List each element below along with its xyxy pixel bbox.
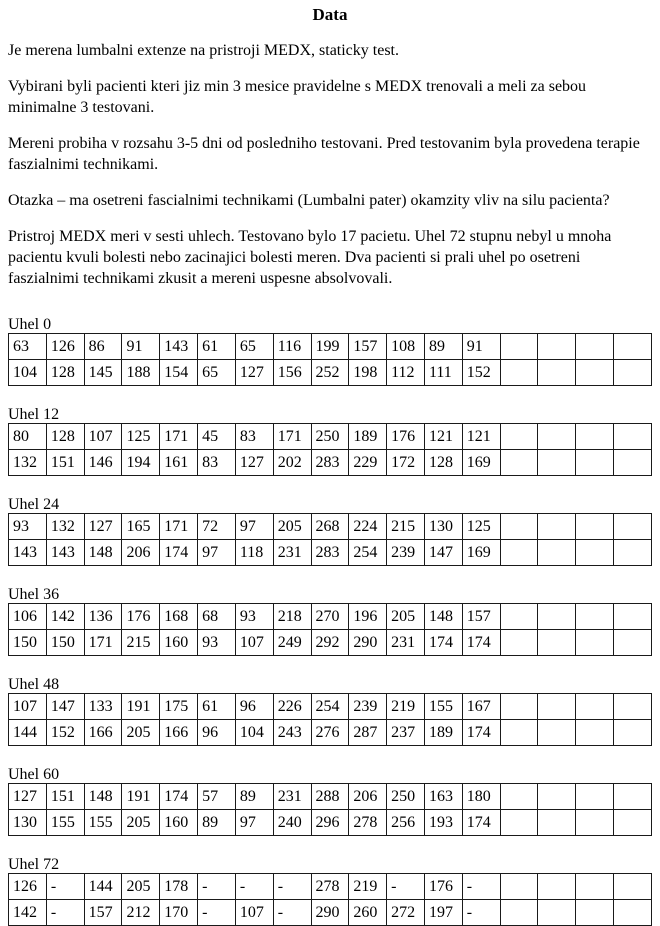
table-cell bbox=[500, 694, 538, 720]
table-cell bbox=[576, 810, 614, 836]
table-cell: 174 bbox=[462, 720, 500, 746]
table-cell: 171 bbox=[273, 424, 311, 450]
table-cell bbox=[500, 900, 538, 926]
table-cell: - bbox=[273, 900, 311, 926]
table-cell: 157 bbox=[349, 334, 387, 360]
table-cell bbox=[538, 720, 576, 746]
table-cell: 125 bbox=[122, 424, 160, 450]
table-row bbox=[9, 604, 652, 630]
table-cell: 239 bbox=[349, 694, 387, 720]
table-label: Uhel 0 bbox=[8, 316, 52, 333]
table-label: Uhel 24 bbox=[8, 496, 60, 513]
angle-table-section bbox=[8, 317, 652, 386]
paragraph-device-details: Pristroj MEDX meri v sesti uhlech. Testovano bylo 17 pacietu. Uhel 72 stupnu nebyl u mnoha pacientu kvuli bolesti nebo zacinajici bolesti meren. Dva pacienti si prali uhel po osetreni faszialnimi technikami zkusit a mereni uspesne absolvovali. bbox=[8, 228, 612, 287]
table-cell: 163 bbox=[424, 784, 462, 810]
table-cell: 128 bbox=[46, 360, 84, 386]
paragraph-intro: Je merena lumbalni extenze na pristroji MEDX, staticky test. bbox=[8, 42, 399, 59]
table-cell bbox=[614, 784, 652, 810]
measurement-table bbox=[8, 603, 652, 656]
table-cell: 215 bbox=[387, 514, 425, 540]
table-cell bbox=[500, 360, 538, 386]
table-cell: 231 bbox=[273, 784, 311, 810]
table-cell: 155 bbox=[84, 810, 122, 836]
table-cell: 144 bbox=[9, 720, 47, 746]
table-label: Uhel 12 bbox=[8, 406, 60, 423]
table-cell: 61 bbox=[198, 334, 236, 360]
table-cell bbox=[500, 424, 538, 450]
table-cell: 126 bbox=[9, 874, 47, 900]
table-cell: 107 bbox=[235, 630, 273, 656]
table-cell: 143 bbox=[46, 540, 84, 566]
table-cell: 143 bbox=[160, 334, 198, 360]
table-cell: 224 bbox=[349, 514, 387, 540]
table-cell: 157 bbox=[84, 900, 122, 926]
table-cell: 96 bbox=[198, 720, 236, 746]
table-cell: 292 bbox=[311, 630, 349, 656]
table-cell bbox=[538, 630, 576, 656]
table-cell bbox=[538, 784, 576, 810]
table-cell: - bbox=[198, 900, 236, 926]
table-cell: 231 bbox=[273, 540, 311, 566]
table-cell: 160 bbox=[160, 630, 198, 656]
table-cell: 112 bbox=[387, 360, 425, 386]
table-cell: 86 bbox=[84, 334, 122, 360]
table-cell: 128 bbox=[424, 450, 462, 476]
table-cell bbox=[576, 874, 614, 900]
table-cell: 91 bbox=[122, 334, 160, 360]
table-cell: 172 bbox=[387, 450, 425, 476]
table-cell: 174 bbox=[160, 540, 198, 566]
table-cell bbox=[576, 694, 614, 720]
table-cell: 260 bbox=[349, 900, 387, 926]
table-cell bbox=[500, 540, 538, 566]
table-cell: 108 bbox=[387, 334, 425, 360]
table-cell: 194 bbox=[122, 450, 160, 476]
table-cell bbox=[614, 514, 652, 540]
table-cell: 272 bbox=[387, 900, 425, 926]
table-cell: 121 bbox=[424, 424, 462, 450]
table-cell: 205 bbox=[122, 720, 160, 746]
table-cell: 154 bbox=[160, 360, 198, 386]
table-cell bbox=[576, 424, 614, 450]
table-cell: 191 bbox=[122, 784, 160, 810]
table-cell: 93 bbox=[235, 604, 273, 630]
table-cell: 80 bbox=[9, 424, 47, 450]
table-cell: 93 bbox=[198, 630, 236, 656]
table-cell: 240 bbox=[273, 810, 311, 836]
table-cell: 155 bbox=[424, 694, 462, 720]
table-cell: 205 bbox=[273, 514, 311, 540]
table-cell: 147 bbox=[46, 694, 84, 720]
table-cell: 215 bbox=[122, 630, 160, 656]
table-cell: - bbox=[462, 874, 500, 900]
table-cell: 188 bbox=[122, 360, 160, 386]
table-cell bbox=[538, 874, 576, 900]
table-cell: 296 bbox=[311, 810, 349, 836]
measurement-table bbox=[8, 783, 652, 836]
table-cell: 193 bbox=[424, 810, 462, 836]
table-cell: 202 bbox=[273, 450, 311, 476]
table-cell: 118 bbox=[235, 540, 273, 566]
table-cell: 83 bbox=[198, 450, 236, 476]
table-cell bbox=[500, 874, 538, 900]
angle-table-section bbox=[8, 497, 652, 566]
table-cell: 161 bbox=[160, 450, 198, 476]
table-cell: - bbox=[387, 874, 425, 900]
table-cell bbox=[614, 334, 652, 360]
table-cell: 145 bbox=[84, 360, 122, 386]
measurement-table bbox=[8, 423, 652, 476]
angle-table-section bbox=[8, 767, 652, 836]
table-cell: 178 bbox=[160, 874, 198, 900]
table-cell: 106 bbox=[9, 604, 47, 630]
table-cell: 191 bbox=[122, 694, 160, 720]
table-cell bbox=[576, 630, 614, 656]
table-cell: 89 bbox=[424, 334, 462, 360]
table-cell: 219 bbox=[349, 874, 387, 900]
table-cell: 116 bbox=[273, 334, 311, 360]
table-cell: 171 bbox=[160, 514, 198, 540]
table-cell: 107 bbox=[84, 424, 122, 450]
table-cell: 125 bbox=[462, 514, 500, 540]
table-cell: 83 bbox=[235, 424, 273, 450]
table-cell: 65 bbox=[235, 334, 273, 360]
table-cell: 250 bbox=[387, 784, 425, 810]
table-cell: 237 bbox=[387, 720, 425, 746]
table-cell bbox=[576, 450, 614, 476]
table-cell: 65 bbox=[198, 360, 236, 386]
table-cell: 151 bbox=[46, 450, 84, 476]
table-cell: 146 bbox=[84, 450, 122, 476]
table-cell bbox=[576, 360, 614, 386]
table-row bbox=[9, 334, 652, 360]
table-cell: 239 bbox=[387, 540, 425, 566]
table-cell: 189 bbox=[349, 424, 387, 450]
table-cell: 254 bbox=[349, 540, 387, 566]
table-cell bbox=[538, 540, 576, 566]
table-cell: 97 bbox=[198, 540, 236, 566]
table-cell bbox=[576, 720, 614, 746]
table-cell: 133 bbox=[84, 694, 122, 720]
table-cell: 171 bbox=[160, 424, 198, 450]
table-cell bbox=[614, 540, 652, 566]
table-cell: 97 bbox=[235, 514, 273, 540]
table-row bbox=[9, 424, 652, 450]
table-cell: 176 bbox=[122, 604, 160, 630]
table-cell: 156 bbox=[273, 360, 311, 386]
table-label: Uhel 60 bbox=[8, 766, 60, 783]
table-cell bbox=[576, 784, 614, 810]
paragraph-measurement-procedure: Mereni probiha v rozsahu 3-5 dni od posledniho testovani. Pred testovanim byla provedena terapie faszialnimi technikami. bbox=[8, 135, 640, 173]
table-cell: 97 bbox=[235, 810, 273, 836]
measurement-table bbox=[8, 333, 652, 386]
table-cell: 168 bbox=[160, 604, 198, 630]
table-cell bbox=[500, 334, 538, 360]
table-cell bbox=[500, 604, 538, 630]
table-cell bbox=[614, 874, 652, 900]
table-cell: 180 bbox=[462, 784, 500, 810]
table-cell: 130 bbox=[9, 810, 47, 836]
table-cell: 206 bbox=[122, 540, 160, 566]
table-cell bbox=[576, 900, 614, 926]
table-cell: 169 bbox=[462, 450, 500, 476]
table-cell: 127 bbox=[235, 450, 273, 476]
paragraph-research-question: Otazka – ma osetreni fascialnimi technikami (Lumbalni pater) okamzity vliv na silu pacienta? bbox=[8, 192, 610, 209]
table-cell: 68 bbox=[198, 604, 236, 630]
measurement-table bbox=[8, 693, 652, 746]
table-cell: 151 bbox=[46, 784, 84, 810]
table-cell: 249 bbox=[273, 630, 311, 656]
table-cell: 165 bbox=[122, 514, 160, 540]
table-cell bbox=[500, 514, 538, 540]
table-cell bbox=[500, 784, 538, 810]
table-cell: 61 bbox=[198, 694, 236, 720]
table-cell: 148 bbox=[84, 784, 122, 810]
table-cell: 107 bbox=[9, 694, 47, 720]
table-cell bbox=[538, 810, 576, 836]
table-cell: 128 bbox=[46, 424, 84, 450]
table-cell bbox=[538, 424, 576, 450]
table-cell: 219 bbox=[387, 694, 425, 720]
table-cell: 166 bbox=[160, 720, 198, 746]
table-cell: 290 bbox=[349, 630, 387, 656]
table-cell: 268 bbox=[311, 514, 349, 540]
table-cell: 252 bbox=[311, 360, 349, 386]
table-cell: 205 bbox=[122, 874, 160, 900]
table-cell: 130 bbox=[424, 514, 462, 540]
table-cell bbox=[576, 540, 614, 566]
table-cell: - bbox=[273, 874, 311, 900]
table-row bbox=[9, 450, 652, 476]
table-cell bbox=[614, 604, 652, 630]
table-cell: 212 bbox=[122, 900, 160, 926]
table-cell: 189 bbox=[424, 720, 462, 746]
table-cell: 218 bbox=[273, 604, 311, 630]
table-cell bbox=[500, 810, 538, 836]
table-cell bbox=[576, 514, 614, 540]
table-cell: 45 bbox=[198, 424, 236, 450]
table-cell: 150 bbox=[9, 630, 47, 656]
table-cell: 243 bbox=[273, 720, 311, 746]
angle-table-section bbox=[8, 407, 652, 476]
table-cell: - bbox=[235, 874, 273, 900]
table-cell: 231 bbox=[387, 630, 425, 656]
table-cell: 107 bbox=[235, 900, 273, 926]
table-cell bbox=[614, 694, 652, 720]
table-cell: 199 bbox=[311, 334, 349, 360]
table-cell: 174 bbox=[160, 784, 198, 810]
table-cell: 171 bbox=[84, 630, 122, 656]
table-cell: 144 bbox=[84, 874, 122, 900]
table-cell bbox=[538, 334, 576, 360]
table-cell: 63 bbox=[9, 334, 47, 360]
table-cell bbox=[614, 360, 652, 386]
table-cell: 148 bbox=[84, 540, 122, 566]
table-cell: 104 bbox=[9, 360, 47, 386]
table-label: Uhel 36 bbox=[8, 586, 60, 603]
table-cell: 127 bbox=[84, 514, 122, 540]
table-cell: 91 bbox=[462, 334, 500, 360]
table-row bbox=[9, 784, 652, 810]
table-cell bbox=[538, 514, 576, 540]
table-cell: 157 bbox=[462, 604, 500, 630]
table-cell bbox=[576, 334, 614, 360]
table-cell: 278 bbox=[311, 874, 349, 900]
table-row bbox=[9, 630, 652, 656]
table-cell: 288 bbox=[311, 784, 349, 810]
table-cell: 198 bbox=[349, 360, 387, 386]
table-row bbox=[9, 514, 652, 540]
table-cell: 283 bbox=[311, 450, 349, 476]
table-cell: 174 bbox=[462, 810, 500, 836]
table-cell: 167 bbox=[462, 694, 500, 720]
table-cell: 270 bbox=[311, 604, 349, 630]
table-cell: 72 bbox=[198, 514, 236, 540]
table-cell bbox=[614, 450, 652, 476]
table-cell: 127 bbox=[9, 784, 47, 810]
table-cell: 176 bbox=[424, 874, 462, 900]
table-cell: 276 bbox=[311, 720, 349, 746]
table-cell: 290 bbox=[311, 900, 349, 926]
measurement-table bbox=[8, 873, 652, 926]
table-cell bbox=[614, 630, 652, 656]
table-cell bbox=[538, 604, 576, 630]
table-cell: 148 bbox=[424, 604, 462, 630]
measurement-table bbox=[8, 513, 652, 566]
table-cell: 196 bbox=[349, 604, 387, 630]
table-cell: 152 bbox=[46, 720, 84, 746]
table-cell: 142 bbox=[9, 900, 47, 926]
table-cell: 126 bbox=[46, 334, 84, 360]
table-cell: 278 bbox=[349, 810, 387, 836]
table-cell: 254 bbox=[311, 694, 349, 720]
table-cell: 96 bbox=[235, 694, 273, 720]
table-cell: 226 bbox=[273, 694, 311, 720]
table-cell: 132 bbox=[9, 450, 47, 476]
table-cell: 136 bbox=[84, 604, 122, 630]
table-cell: 127 bbox=[235, 360, 273, 386]
table-cell: 89 bbox=[235, 784, 273, 810]
table-cell bbox=[614, 424, 652, 450]
table-row bbox=[9, 694, 652, 720]
angle-table-section bbox=[8, 677, 652, 746]
data-tables-container bbox=[8, 317, 652, 926]
table-cell: 205 bbox=[122, 810, 160, 836]
table-cell bbox=[500, 720, 538, 746]
table-cell: 166 bbox=[84, 720, 122, 746]
table-cell: 104 bbox=[235, 720, 273, 746]
table-cell: 174 bbox=[424, 630, 462, 656]
table-cell: 152 bbox=[462, 360, 500, 386]
table-cell: 197 bbox=[424, 900, 462, 926]
table-row bbox=[9, 900, 652, 926]
angle-table-section bbox=[8, 587, 652, 656]
table-cell: 57 bbox=[198, 784, 236, 810]
table-cell: 176 bbox=[387, 424, 425, 450]
table-cell: 205 bbox=[387, 604, 425, 630]
table-cell: 283 bbox=[311, 540, 349, 566]
table-cell: 250 bbox=[311, 424, 349, 450]
table-label: Uhel 72 bbox=[8, 856, 60, 873]
table-cell bbox=[538, 360, 576, 386]
table-cell: 256 bbox=[387, 810, 425, 836]
table-cell: - bbox=[198, 874, 236, 900]
table-cell: 132 bbox=[46, 514, 84, 540]
table-cell bbox=[538, 694, 576, 720]
table-cell: - bbox=[462, 900, 500, 926]
table-cell: 175 bbox=[160, 694, 198, 720]
table-row bbox=[9, 360, 652, 386]
table-cell bbox=[614, 900, 652, 926]
table-cell: 160 bbox=[160, 810, 198, 836]
table-cell: 170 bbox=[160, 900, 198, 926]
table-cell: 155 bbox=[46, 810, 84, 836]
table-cell bbox=[500, 450, 538, 476]
paragraph-patient-selection: Vybirani byli pacienti kteri jiz min 3 mesice pravidelne s MEDX trenovali a meli za sebou minimalne 3 testovani. bbox=[8, 78, 587, 116]
table-row bbox=[9, 720, 652, 746]
table-row bbox=[9, 540, 652, 566]
table-cell bbox=[614, 720, 652, 746]
table-cell: - bbox=[46, 900, 84, 926]
table-cell bbox=[538, 900, 576, 926]
document-title: Data bbox=[312, 5, 348, 24]
table-cell: 169 bbox=[462, 540, 500, 566]
table-cell bbox=[576, 604, 614, 630]
table-cell: 147 bbox=[424, 540, 462, 566]
table-row bbox=[9, 874, 652, 900]
table-row bbox=[9, 810, 652, 836]
table-cell: 143 bbox=[9, 540, 47, 566]
table-cell bbox=[538, 450, 576, 476]
table-cell: 287 bbox=[349, 720, 387, 746]
table-cell: - bbox=[46, 874, 84, 900]
table-cell: 121 bbox=[462, 424, 500, 450]
table-cell: 89 bbox=[198, 810, 236, 836]
table-cell: 206 bbox=[349, 784, 387, 810]
table-cell: 93 bbox=[9, 514, 47, 540]
table-label: Uhel 48 bbox=[8, 676, 60, 693]
table-cell: 229 bbox=[349, 450, 387, 476]
table-cell bbox=[500, 630, 538, 656]
table-cell: 142 bbox=[46, 604, 84, 630]
table-cell: 111 bbox=[424, 360, 462, 386]
table-cell bbox=[614, 810, 652, 836]
angle-table-section bbox=[8, 857, 652, 926]
table-cell: 150 bbox=[46, 630, 84, 656]
table-cell: 174 bbox=[462, 630, 500, 656]
